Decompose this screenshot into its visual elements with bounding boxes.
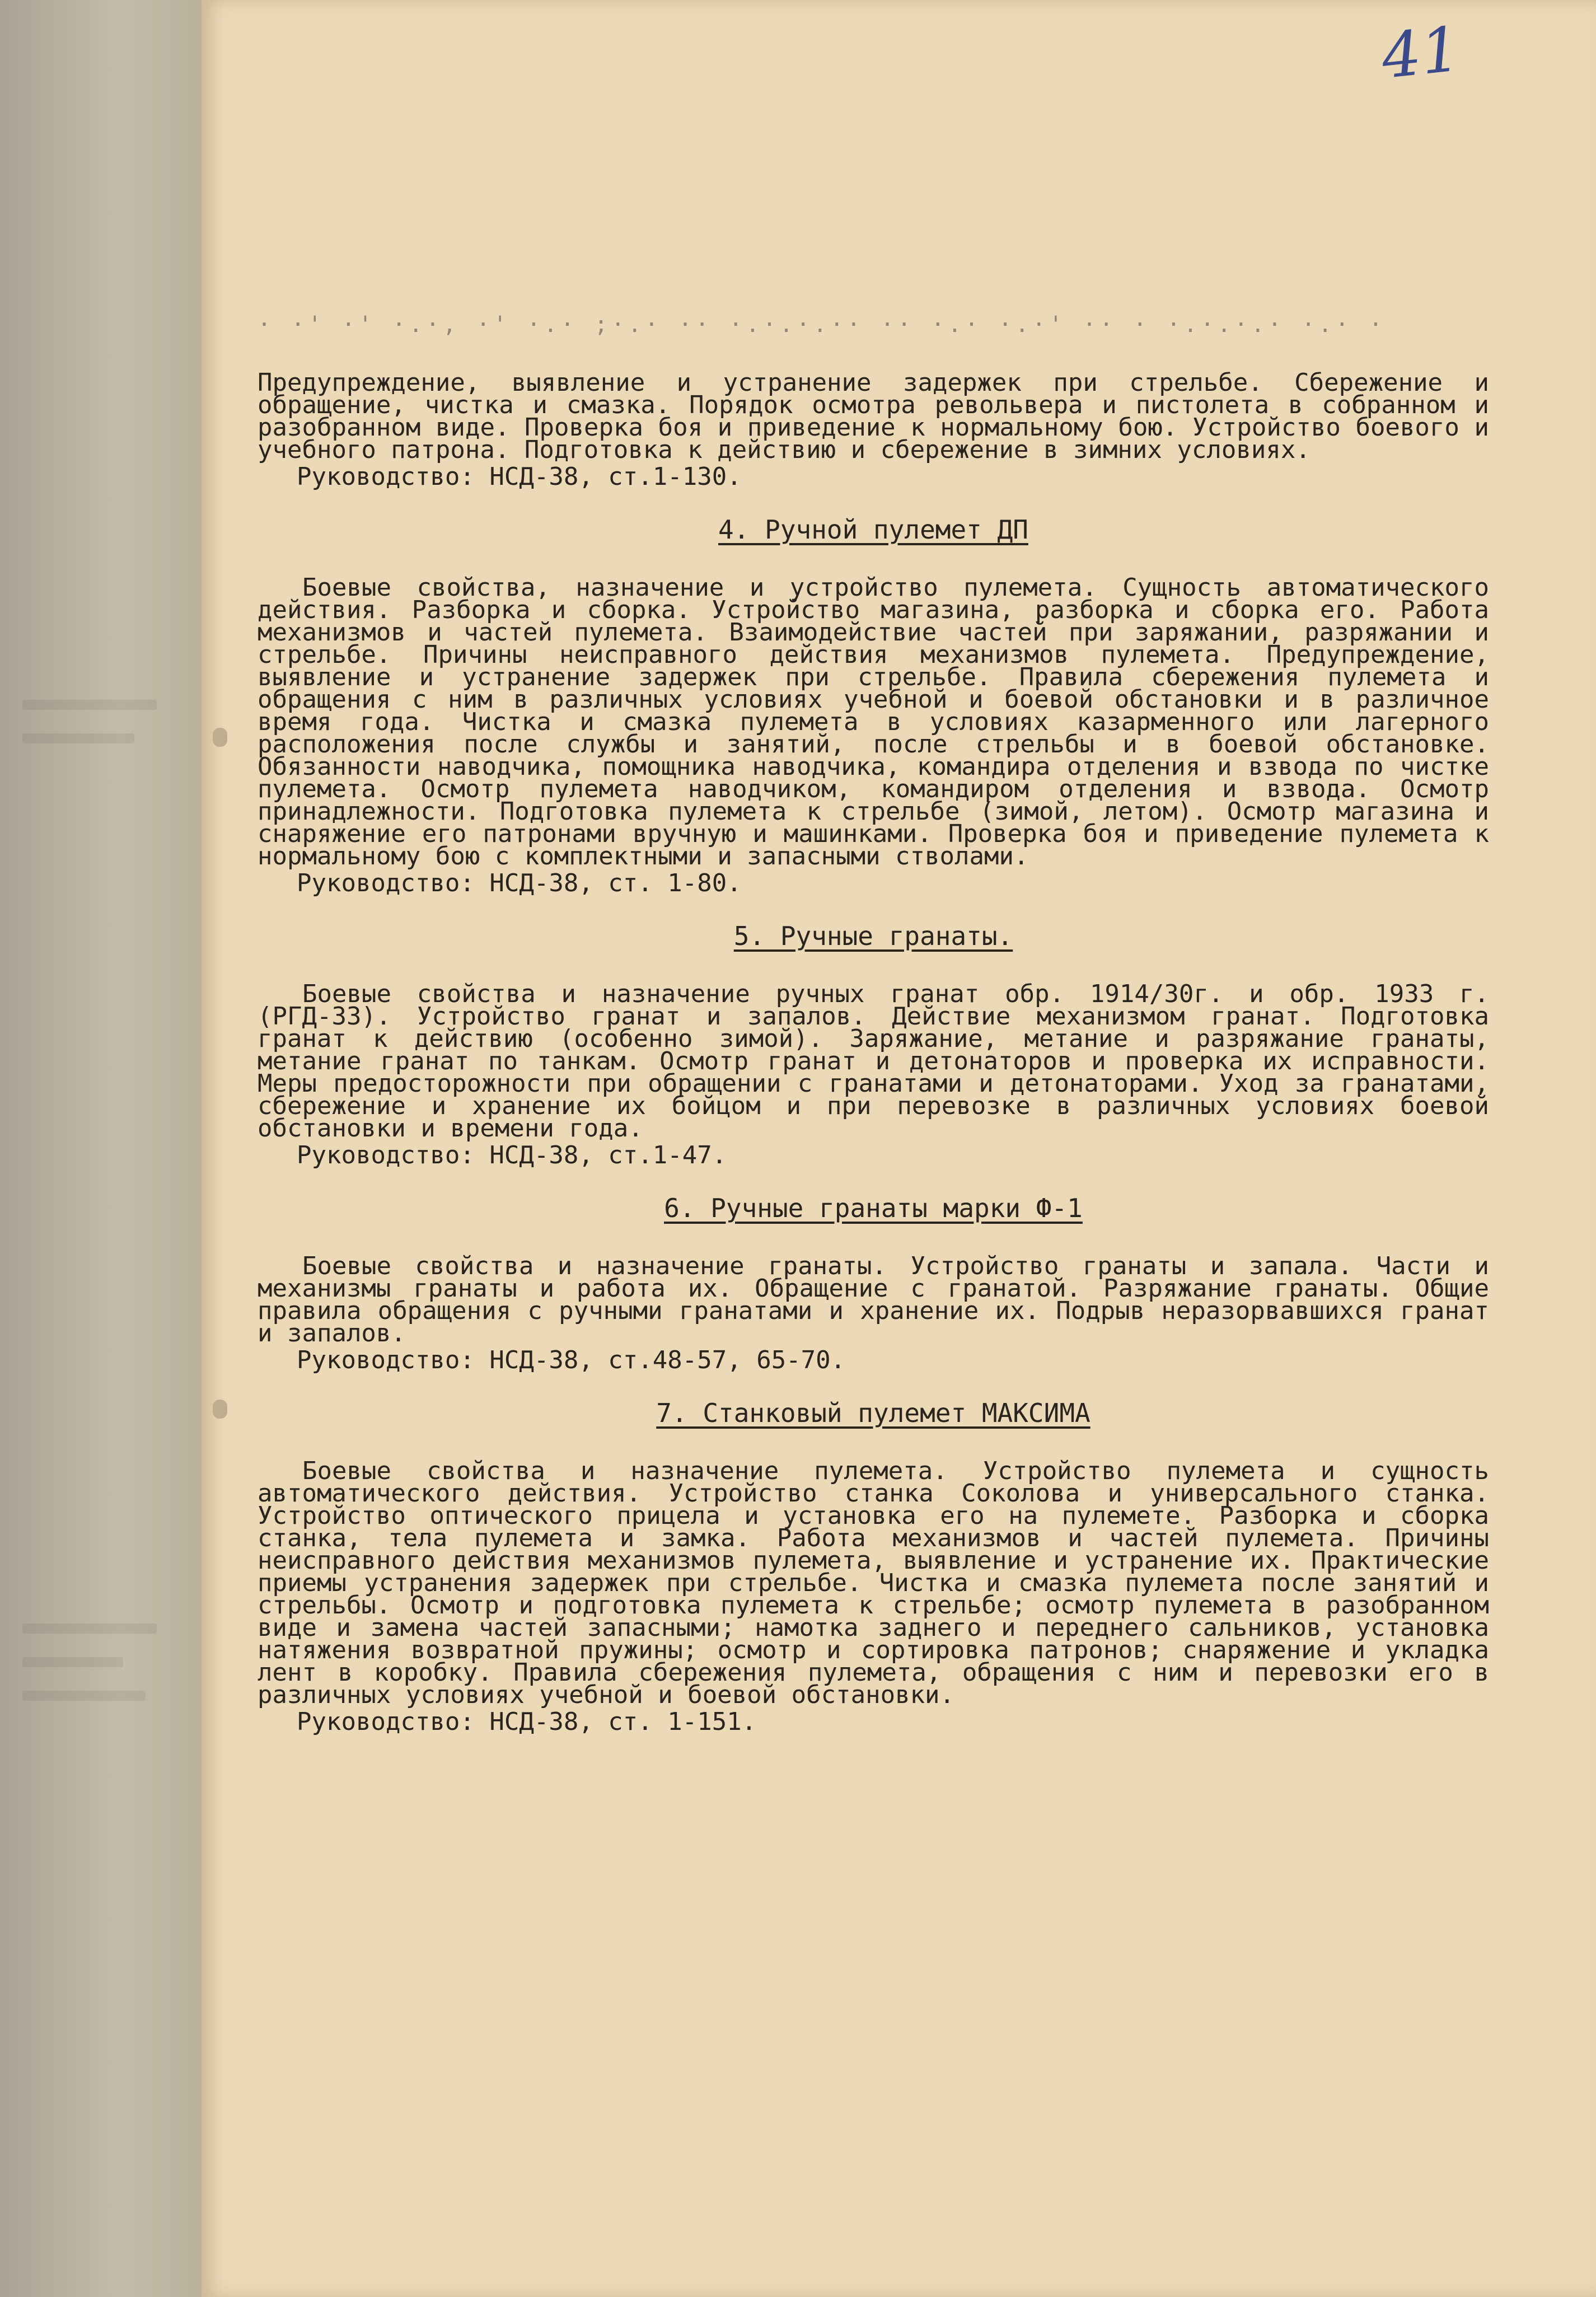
section-maxim-machine-gun — [258, 1398, 1489, 1736]
section-guide: Руководство: НСД-38, ст. 1-151. — [297, 1707, 757, 1736]
section-guide: Руководство: НСД-38, ст.48-57, 65-70. — [297, 1346, 846, 1374]
typewritten-text — [258, 314, 1489, 1736]
folio-number: 41 — [1378, 13, 1464, 93]
ghost-text-line — [22, 1657, 123, 1667]
binding-hole — [213, 728, 227, 747]
section-guide: Руководство: НСД-38, ст.1-47. — [297, 1141, 727, 1169]
section-body: Боевые свойства и назначение ручных гранат обр. 1914/30г. и обр. 1933 г. (РГД-33). Устройство гранат и запалов. Действие механизмом гранат. Подготовка гранат к действию (особенно зимой). Заряжание, метание и разряжание гранаты, метание гранат по танкам. Осмотр гранат и детонаторов и проверка их исправности. Меры предосторожности при обращении с гранатами и детонаторами. Уход за гранатами, сбережение и хранение их бойцом и при перевозке в различных условиях боевой обстановки и времени года. — [258, 980, 1489, 1143]
smudged-heading: · ·' ·' ·.·, ·' ·.· ;·.· ·· ·.·.·.·· ·· ·.· ·.·' ·· · ·.·.·.· ·.· · — [258, 314, 1386, 336]
section-heading: 7. Станковый пулемет МАКСИМА — [656, 1398, 1090, 1428]
ghost-text-line — [22, 1691, 146, 1701]
ghost-text-line — [22, 700, 157, 710]
section-body: Боевые свойства, назначение и устройство пулемета. Сущность автоматического действия. Разборка и сборка. Устройство магазина, разборка и сборка его. Работа механизмов и частей пулемета. Взаимодействие частей при заряжании, разряжании и стрельбе. Причины неисправного действия механизмов пулемета. Предупреждение, выявление и устранение задержек при стрельбе. Правила сбережения пулемета и обращения с ним в различных условиях учебной и боевой обстановки и в различное время года. Чистка и смазка пулемета в условиях казарменного или лагерного расположения после службы и занятий, после стрельбы и в боевой обстановке. Обязанности наводчика, помощника наводчика, командира отделения и взвода по чистке пулемета. Осмотр пулемета наводчиком, командиром отделения и взвода. Осмотр принадлежности. Подготовка пулемета к стрельбе (зимой, летом). Осмотр магазина и снаряжение его патронами вручную и машинками. Проверка боя и приведение пулемета к нормальному бою с комплектными и запасными стволами. — [258, 573, 1489, 871]
ghost-text-line — [22, 1624, 157, 1634]
section-continued — [258, 368, 1489, 491]
ghost-text-line — [22, 733, 134, 743]
binding-hole — [213, 1400, 227, 1419]
section-guide: Руководство: НСД-38, ст.1-130. — [297, 462, 742, 491]
section-body: Предупреждение, выявление и устранение задержек при стрельбе. Сбережение и обращение, чистка и смазка. Порядок осмотра револьвера и пистолета в собранном и разобранном виде. Проверка боя и приведение к нормальному бою. Устройство боевого и учебного патрона. Подготовка к действию и сбережение в зимних условиях. — [258, 368, 1489, 464]
section-f1-grenades — [258, 1193, 1489, 1374]
section-heading: 5. Ручные гранаты. — [733, 921, 1013, 951]
section-body: Боевые свойства и назначение гранаты. Устройство гранаты и запала. Части и механизмы гранаты и работа их. Обращение с гранатой. Разряжание гранаты. Общие правила обращения с ручными гранатами и хранение их. Подрыв неразорвавшихся гранат и запалов. — [258, 1252, 1489, 1348]
section-guide: Руководство: НСД-38, ст. 1-80. — [297, 869, 742, 897]
section-hand-grenades — [258, 921, 1489, 1169]
section-heading: 6. Ручные гранаты марки Ф-1 — [664, 1193, 1083, 1223]
section-dp-machine-gun — [258, 514, 1489, 897]
previous-page-edge — [0, 0, 202, 2297]
section-body: Боевые свойства и назначение пулемета. Устройство пулемета и сущность автоматического действия. Устройство станка Соколова и универсального станка. Устройство оптического прицела и установка его на пулемете. Разборка и сборка станка, тела пулемета и замка. Работа механизмов и частей пулемета. Причины неисправного действия механизмов пулемета, выявление и устранение их. Практические приемы устранения задержек при стрельбе. Чистка и смазка пулемета после занятий и стрельбы. Осмотр и подготовка пулемета к стрельбе; осмотр пулемета в разобранном виде и замена частей запасными; намотка заднего и переднего сальников, установка натяжения возвратной пружины; осмотр и сортировка патронов; снаряжение и укладка лент в коробку. Правила сбережения пулемета, обращения с ним и перевозки его в различных условиях учебной и боевой обстановки. — [258, 1457, 1489, 1709]
section-heading: 4. Ручной пулемет ДП — [718, 514, 1028, 545]
